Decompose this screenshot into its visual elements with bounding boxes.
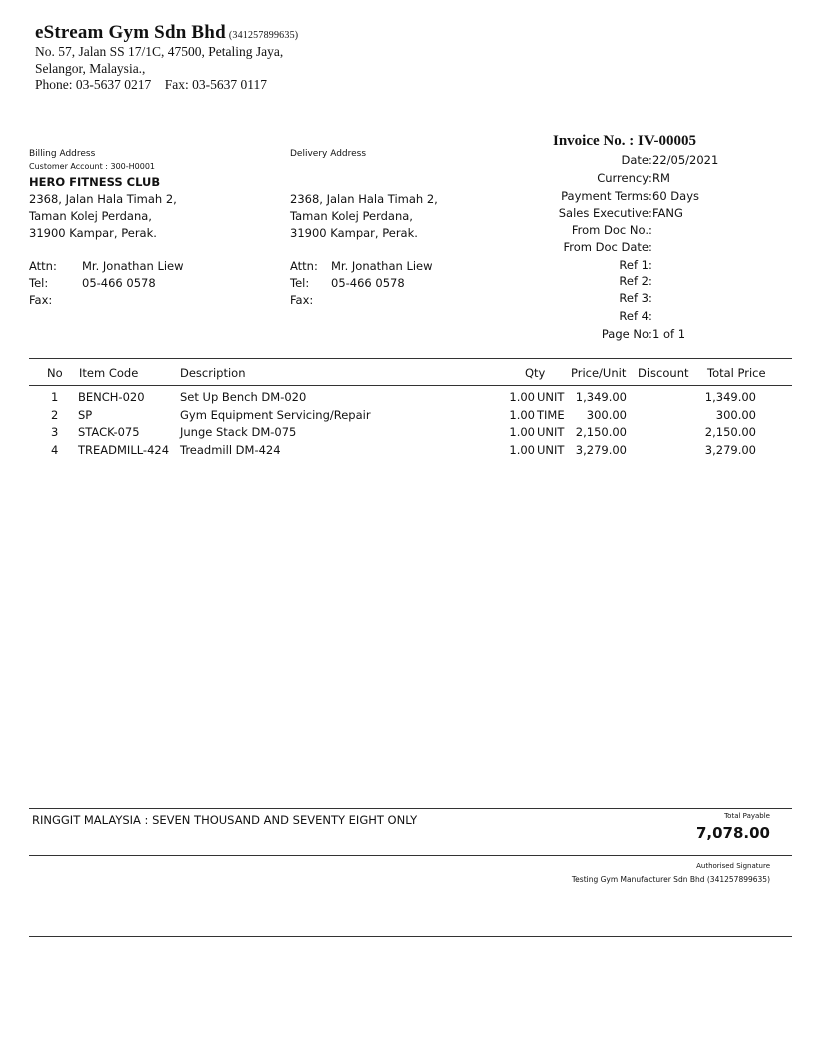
meta-row-sales-executive: Sales Executive : FANG [558, 206, 683, 220]
row-qty: 1.00 [509, 408, 535, 422]
billing-fax-label: Fax: [29, 293, 53, 307]
row-no: 2 [51, 408, 59, 422]
col-header-price-unit: Price/Unit [571, 366, 627, 380]
total-payable-value: 7,078.00 [695, 824, 770, 842]
row-uom: UNIT [537, 443, 565, 457]
row-item-code: SP [78, 408, 93, 422]
delivery-heading: Delivery Address [290, 149, 367, 159]
meta-row-payment-terms: Payment Terms : 60 Days [561, 189, 699, 203]
row-description: Junge Stack DM-075 [180, 425, 297, 439]
customer-account: Customer Account : 300-H0001 [29, 162, 156, 171]
row-item-code: STACK-075 [78, 425, 140, 439]
delivery-line2: Taman Kolej Perdana, [290, 209, 413, 223]
billing-tel-value: 05-466 0578 [82, 276, 156, 290]
delivery-tel-label: Tel: [290, 276, 310, 290]
meta-row-from-doc-date: From Doc Date : [563, 240, 652, 254]
row-price: 2,150.00 [575, 425, 627, 439]
billing-attn-value: Mr. Jonathan Liew [82, 259, 184, 273]
company-name-text: eStream Gym Sdn Bhd [35, 22, 226, 43]
row-no: 1 [51, 390, 59, 404]
billing-tel-label: Tel: [29, 276, 49, 290]
meta-row-ref3: Ref 3 : [619, 291, 652, 305]
delivery-tel-value: 05-466 0578 [331, 276, 405, 290]
row-description: Treadmill DM-424 [180, 443, 281, 457]
billing-attn-label: Attn: [29, 259, 57, 273]
row-no: 3 [51, 425, 59, 439]
delivery-attn-value: Mr. Jonathan Liew [331, 259, 433, 273]
row-item-code: TREADMILL-424 [78, 443, 170, 457]
delivery-line3: 31900 Kampar, Perak. [290, 226, 418, 240]
billing-line2: Taman Kolej Perdana, [29, 209, 152, 223]
col-header-no: No [47, 366, 63, 380]
invoice-number [553, 133, 696, 150]
row-item-code: BENCH-020 [78, 390, 145, 404]
totals-bottom-rule [29, 855, 792, 856]
col-header-item-code: Item Code [79, 366, 139, 380]
meta-row-ref1: Ref 1 : [619, 258, 652, 272]
delivery-attn-label: Attn: [290, 259, 318, 273]
meta-row-page-no: Page No : 1 of 1 [601, 327, 686, 341]
signature-company-line: Testing Gym Manufacturer Sdn Bhd (341257899635) [571, 875, 770, 884]
row-qty: 1.00 [509, 425, 535, 439]
row-description: Gym Equipment Servicing/Repair [180, 408, 371, 422]
row-uom: UNIT [537, 425, 565, 439]
row-price: 1,349.00 [575, 390, 627, 404]
company-phone-line: Phone: 03-5637 0217 Fax: 03-5637 0117 [35, 77, 267, 92]
totals-top-rule [29, 808, 792, 809]
row-no: 4 [51, 443, 59, 457]
row-uom: TIME [537, 408, 565, 422]
page-bottom-rule [29, 936, 792, 937]
amount-in-words: RINGGIT MALAYSIA : SEVEN THOUSAND AND SEVENTY EIGHT ONLY [32, 813, 418, 827]
delivery-fax-label: Fax: [290, 293, 314, 307]
total-payable-label: Total Payable [724, 812, 770, 820]
col-header-discount: Discount [638, 366, 689, 380]
authorised-signature-label: Authorised Signature [696, 862, 770, 870]
meta-row-currency: Currency : RM [597, 171, 670, 185]
meta-row-ref2: Ref 2 : [619, 274, 652, 288]
row-price: 3,279.00 [575, 443, 627, 457]
row-price: 300.00 [586, 408, 627, 422]
row-qty: 1.00 [509, 443, 535, 457]
table-header-rule [29, 385, 792, 386]
company-name [35, 22, 298, 44]
col-header-description: Description [180, 366, 246, 380]
row-uom: UNIT [537, 390, 565, 404]
delivery-line1: 2368, Jalan Hala Timah 2, [290, 192, 438, 206]
customer-name: HERO FITNESS CLUB [29, 175, 161, 189]
meta-row-from-doc-no: From Doc No. : [571, 223, 652, 237]
row-total: 300.00 [715, 408, 756, 422]
table-top-rule [29, 358, 792, 359]
row-total: 1,349.00 [704, 390, 756, 404]
billing-line1: 2368, Jalan Hala Timah 2, [29, 192, 177, 206]
invoice-number-label: Invoice No. : [553, 133, 635, 149]
row-description: Set Up Bench DM-020 [180, 390, 307, 404]
company-address-line1: No. 57, Jalan SS 17/1C, 47500, Petaling Jaya, [35, 44, 284, 59]
meta-row-date: Date : 22/05/2021 [621, 153, 719, 167]
row-total: 2,150.00 [704, 425, 756, 439]
company-reg-no: (341257899635) [228, 30, 299, 41]
billing-heading: Billing Address [29, 149, 96, 159]
billing-line3: 31900 Kampar, Perak. [29, 226, 157, 240]
col-header-total-price: Total Price [707, 366, 766, 380]
company-address-line2: Selangor, Malaysia., [35, 61, 146, 76]
row-qty: 1.00 [509, 390, 535, 404]
meta-row-ref4: Ref 4 : [619, 309, 652, 323]
col-header-qty: Qty [525, 366, 546, 380]
row-total: 3,279.00 [704, 443, 756, 457]
invoice-number-value: IV-00005 [638, 133, 697, 149]
